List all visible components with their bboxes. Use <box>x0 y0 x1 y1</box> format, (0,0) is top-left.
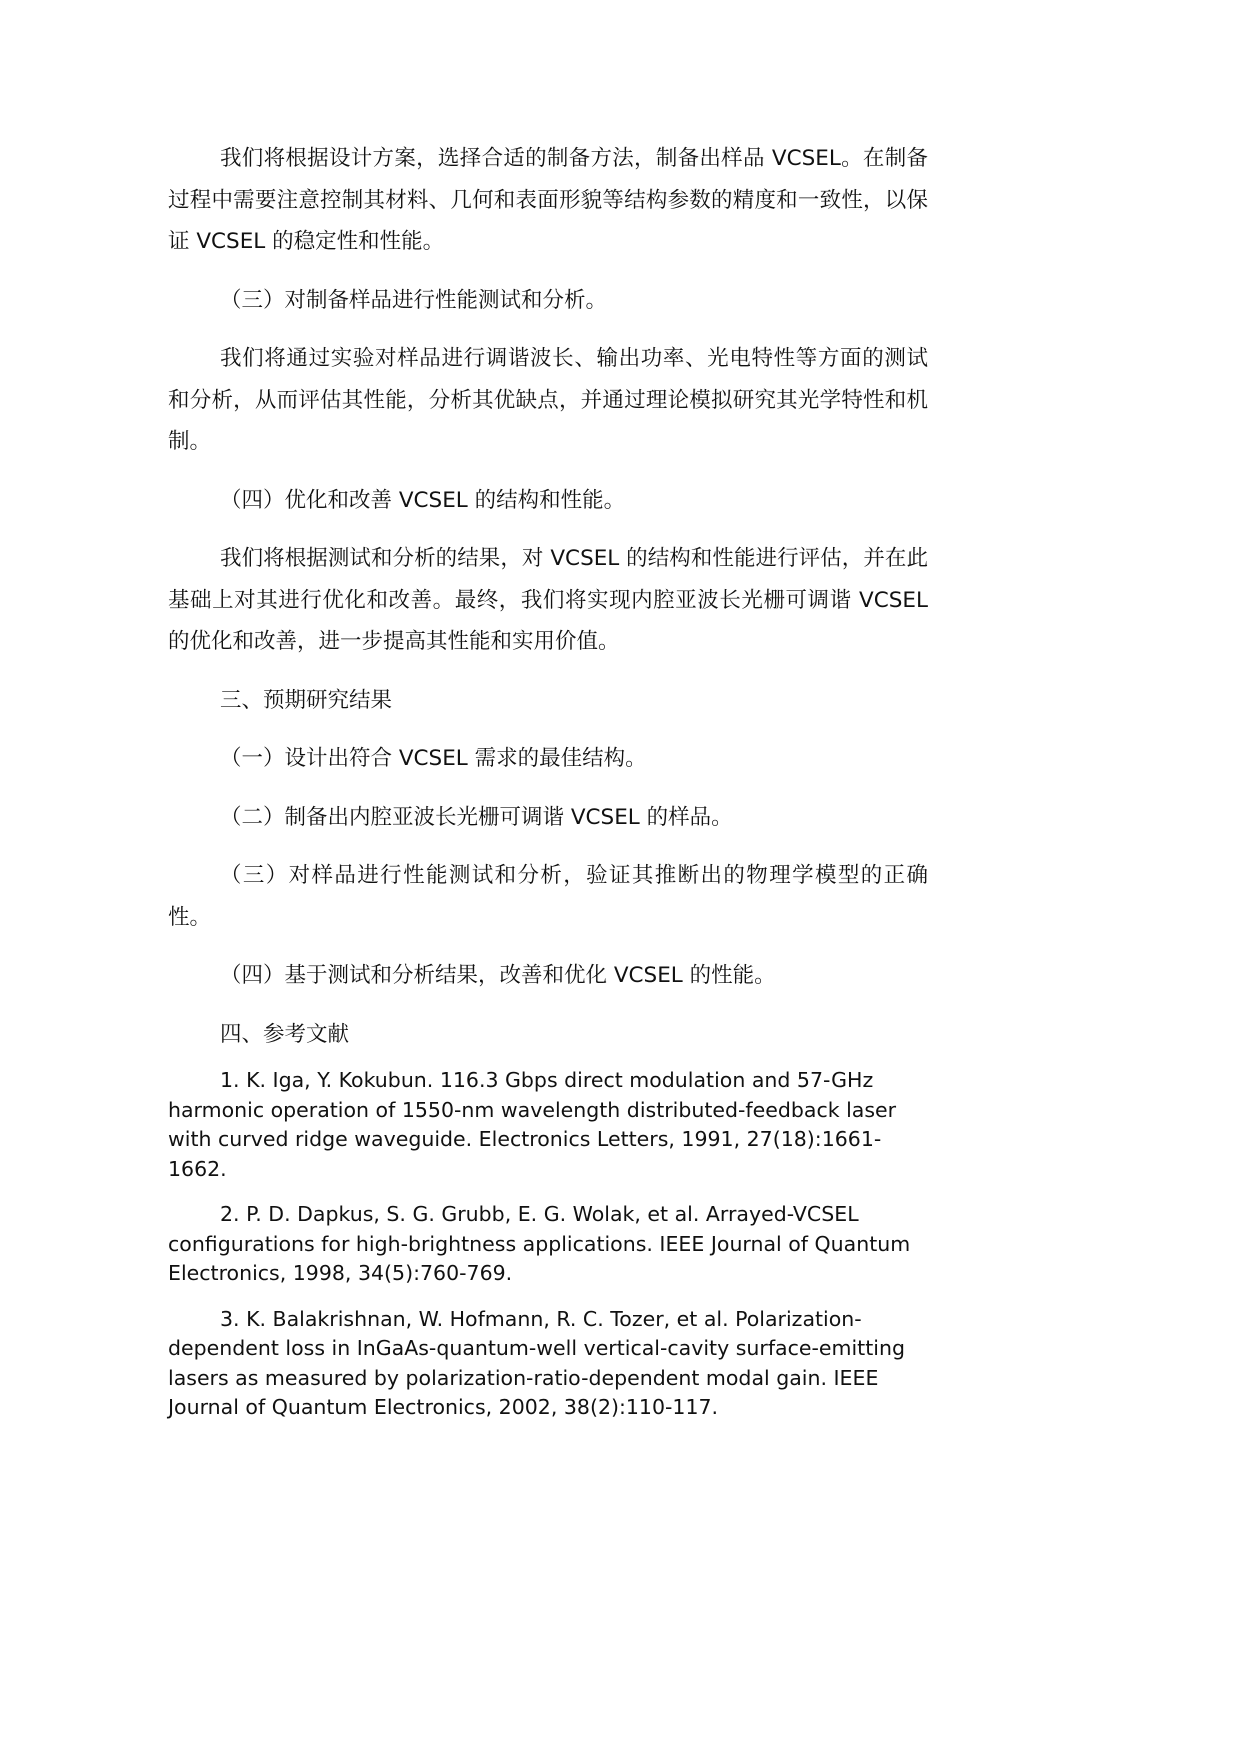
expected-result-item: （二）制备出内腔亚波长光栅可调谐 VCSEL 的样品。 <box>220 804 733 830</box>
section-heading-references: 四、参考文献 <box>220 1021 350 1047</box>
paragraph-optimization: 我们将根据测试和分析的结果，对 VCSEL 的结构和性能进行评估，并在此基础上对其进行优化和改善。最终，我们将实现内腔亚波长光栅可调谐 VCSEL 的优化和改善，进一步提高其性能和实用价值。 <box>168 546 928 654</box>
reference-list <box>168 1066 938 1439</box>
expected-result-item: （四）基于测试和分析结果，改善和优化 VCSEL 的性能。 <box>220 963 776 988</box>
expected-result-item: （一）设计出符合 VCSEL 需求的最佳结构。 <box>220 746 647 771</box>
paragraph-testing: 我们将通过实验对样品进行调谐波长、输出功率、光电特性等方面的测试和分析，从而评估其性能，分析其优缺点，并通过理论模拟研究其光学特性和机制。 <box>168 346 928 454</box>
heading-step-4: （四）优化和改善 VCSEL 的结构和性能。 <box>220 487 626 513</box>
reference-item: 2. P. D. Dapkus, S. G. Grubb, E. G. Wolak, et al. Arrayed-VCSEL configurations for high-brightness applications. IEEE Journal of Quantum Electronics, 1998, 34(5):760-769. <box>168 1202 911 1285</box>
reference-item: 3. K. Balakrishnan, W. Hofmann, R. C. Tozer, et al. Polarization-dependent loss in InGaAs-quantum-well vertical-cavity surface-emitting lasers as measured by polarization-ratio-dependent modal gain. IEEE Journal of Quantum Electronics, 2002, 38(2):110-117. <box>168 1306 905 1419</box>
reference-item: 1. K. Iga, Y. Kokubun. 116.3 Gbps direct modulation and 57-GHz harmonic operation of 1550-nm wavelength distributed-feedback laser with curved ridge waveguide. Electronics Letters, 1991, 27(18):1661-1662. <box>168 1068 897 1181</box>
paragraph-fabrication: 我们将根据设计方案，选择合适的制备方法，制备出样品 VCSEL。在制备过程中需要注意控制其材料、几何和表面形貌等结构参数的精度和一致性，以保证 VCSEL 的稳定性和性能。 <box>168 146 928 254</box>
heading-step-3: （三）对制备样品进行性能测试和分析。 <box>220 287 608 313</box>
expected-result-item: （三）对样品进行性能测试和分析，验证其推断出的物理学模型的正确性。 <box>168 863 928 930</box>
section-heading-expected-results: 三、预期研究结果 <box>220 687 393 713</box>
document-body <box>168 138 928 1072</box>
